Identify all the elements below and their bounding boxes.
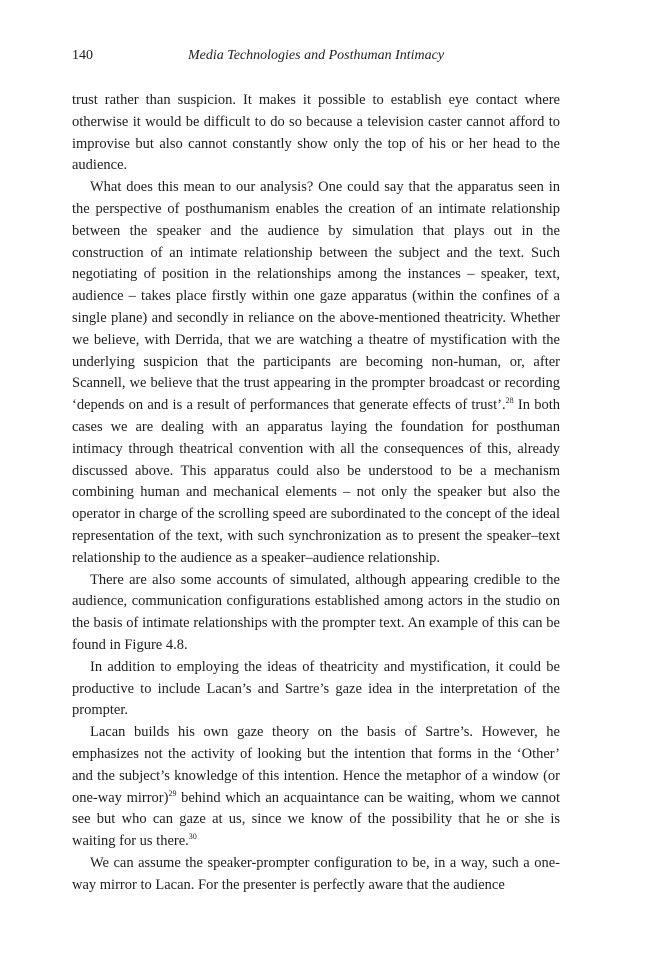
paragraph-2-text-continued: In both cases we are dealing with an apparatus laying the foundation for posthuman intimacy through theatrical convention with all the consequences of this, already discussed above. This apparatus could also be understood to be a mechanism combining human and mechanical elements – not only the speaker but also the operator in charge of the scrolling speed are subordinated to the concept of the ideal representation of the text, with such synchronization as to present the speaker–text relationship to the audience as a speaker–audience relationship. bbox=[72, 397, 561, 566]
footnote-marker-28: 28 bbox=[505, 396, 514, 406]
paragraph-3-text: There are also some accounts of simulated, although appearing credible to the audience, communication configurations established among actors in the studio on the basis of intimate relationships with the prompter text. An example of this can be found in Figure 4.8. bbox=[72, 571, 560, 653]
footnote-marker-29: 29 bbox=[168, 788, 177, 798]
paragraph-4 bbox=[72, 657, 560, 722]
paragraph-2 bbox=[72, 177, 560, 569]
paragraph-2-text: What does this mean to our analysis? One could say that the apparatus seen in the perspective of posthumanism enables the creation of an intimate relationship between the speaker and the audience by simulation that plays out in the construction of an intimate relationship between the subject and the text. Such negotiating of position in the relationships among the instances – speaker, text, audience – takes place firstly within one gaze apparatus (within the confines of a single plane) and secondly in reliance on the above-mentioned theatricity. Whether we believe, with Derrida, that we are watching a theatre of mystification with the underlying suspicion that the participants are becoming non-human, or, after Scannell, we believe that the trust appearing in the prompter broadcast or recording ‘depends on and is a result of performances that generate effects of trust’. bbox=[72, 179, 560, 414]
running-head bbox=[72, 46, 560, 66]
paragraph-4-text: In addition to employing the ideas of theatricity and mystification, it could be productive to include Lacan’s and Sartre’s gaze idea in the interpretation of the prompter. bbox=[72, 658, 560, 719]
paragraph-5 bbox=[72, 722, 560, 853]
paragraph-1-text: trust rather than suspicion. It makes it possible to establish eye contact where otherwise it would be difficult to do so because a television caster cannot afford to improvise but also cannot constantly show only the top of his or her head to the audience. bbox=[72, 92, 560, 174]
paragraph-6-text: We can assume the speaker-prompter configuration to be, in a way, such a one-way mirror to Lacan. For the presenter is perfectly aware that the audience bbox=[72, 854, 560, 893]
paragraph-6 bbox=[72, 853, 560, 897]
paragraph-5-text-continued: behind which an acquaintance can be waiting, whom we cannot see but who can gaze at us, since we know of the possibility that he or she is waiting for us there. bbox=[72, 789, 560, 850]
footnote-marker-30: 30 bbox=[188, 832, 197, 842]
running-title: Media Technologies and Posthuman Intimacy bbox=[187, 48, 445, 63]
paragraph-1 bbox=[72, 90, 560, 177]
paragraph-5-text: Lacan builds his own gaze theory on the basis of Sartre’s. However, he emphasizes not the activity of looking but the intention that forms in the ‘Other’ and the subject’s knowledge of this intention. Hence the metaphor of a window (or one-way mirror) bbox=[72, 724, 560, 806]
body-text bbox=[72, 90, 560, 896]
paragraph-3 bbox=[72, 570, 560, 657]
page-number: 140 bbox=[72, 48, 93, 63]
